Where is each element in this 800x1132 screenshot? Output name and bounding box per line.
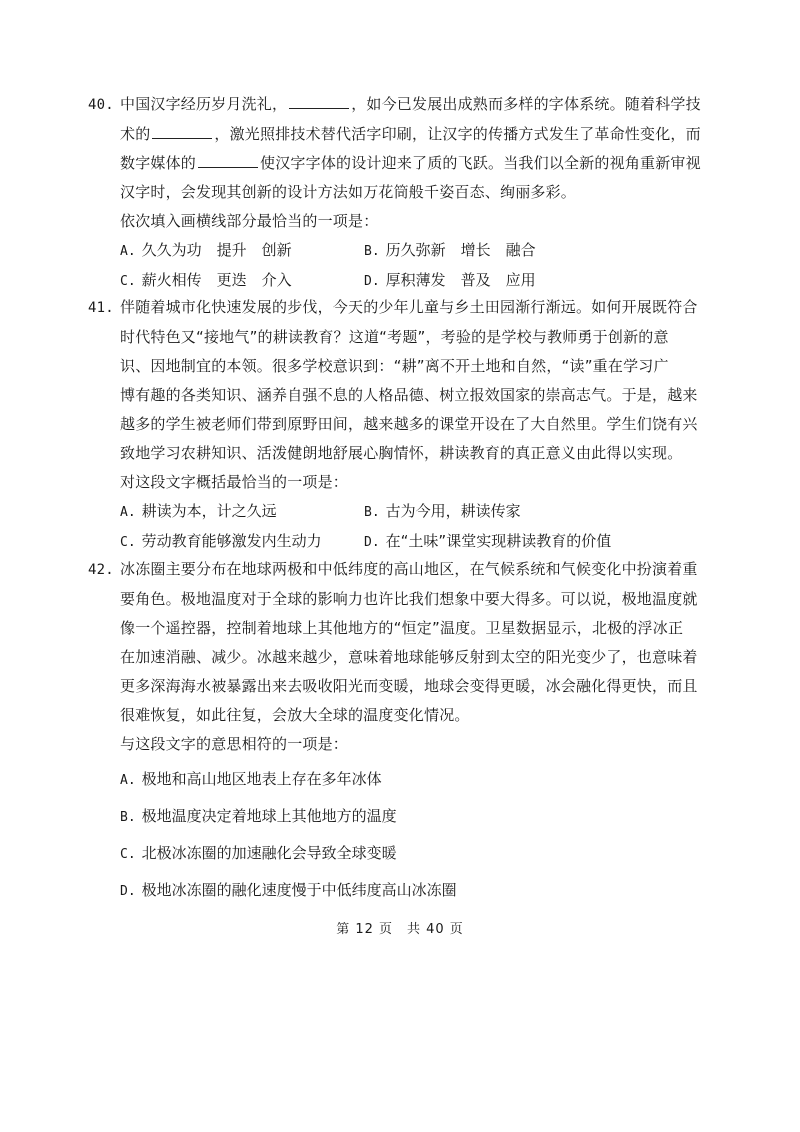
question-line: 数字媒体的 使汉字字体的设计迎来了质的飞跃。当我们以全新的视角重新审视 — [120, 154, 701, 172]
options-grid — [120, 497, 680, 557]
fill-blank — [289, 94, 349, 109]
question-line: 汉字时，会发现其创新的设计方法如万花筒般千姿百态、绚丽多彩。 — [120, 183, 577, 201]
option-c[interactable]: C. 劳动教育能够激发内生动力 — [120, 532, 322, 550]
question-line: 识、因地制宜的本领。很多学校意识到：“耕”离不开土地和自然，“读”重在学习广 — [120, 357, 669, 375]
question-line: 42. 冰冻圈主要分布在地球两极和中低纬度的高山地区，在气候系统和气候变化中扮演着重 — [88, 555, 680, 585]
question-line: 更多深海海水被暴露出来去吸收阳光而变暖，地球会变得更暖，冰会融化得更快，而且 — [120, 677, 698, 695]
question-line: 博有趣的各类知识、涵养自强不息的人格品德、树立报效国家的崇高志气。于是，越来 — [120, 386, 698, 404]
option-b[interactable]: B. 历久弥新 增长 融合 — [364, 241, 536, 259]
question-line: 要角色。极地温度对于全球的影响力也许比我们想象中要大得多。可以说，极地温度就 — [120, 590, 698, 608]
question-number: 42. — [88, 562, 114, 578]
question-line: 40. 中国汉字经历岁月洗礼， ，如今已发展出成熟而多样的字体系统。随着科学技 — [88, 90, 680, 120]
question-line: 像一个遥控器，控制着地球上其他地方的“恒定”温度。卫星数据显示，北极的浮冰正 — [120, 619, 684, 637]
question-41 — [88, 293, 698, 557]
options-grid — [120, 236, 680, 296]
question-line: 越多的学生被老师们带到原野田间，越来越多的课堂开设在了大自然里。学生们饶有兴 — [120, 415, 698, 433]
option-b[interactable]: B. 古为今用，耕读传家 — [364, 502, 521, 520]
question-line: 术的 ，激光照排技术替代活字印刷，让汉字的传播方式发生了革命性变化，而 — [120, 125, 701, 143]
question-line: 很难恢复，如此往复，会放大全球的温度变化情况。 — [120, 706, 470, 724]
option-b[interactable]: B. 极地温度决定着地球上其他地方的温度 — [120, 807, 397, 825]
question-40 — [88, 90, 701, 296]
option-c[interactable]: C. 北极冰冻圈的加速融化会导致全球变暖 — [120, 844, 397, 862]
option-a[interactable]: A. 耕读为本，计之久远 — [120, 502, 277, 520]
question-number: 41. — [88, 300, 114, 316]
option-c[interactable]: C. 薪火相传 更迭 介入 — [120, 271, 292, 289]
question-line: 时代特色又“接地气”的耕读教育？这道“考题”，考验的是学校与教师勇于创新的意 — [120, 328, 669, 346]
question-line: 致地学习农耕知识、活泼健朗地舒展心胸情怀，耕读教育的真正意义由此得以实现。 — [120, 444, 683, 462]
question-line: 41. 伴随着城市化快速发展的步伐，今天的少年儿童与乡土田园渐行渐远。如何开展既符合 — [88, 293, 680, 323]
option-a[interactable]: A. 极地和高山地区地表上存在多年冰体 — [120, 770, 382, 788]
question-42 — [88, 555, 698, 913]
question-line: 在加速消融、减少。冰越来越少，意味着地球能够反射到太空的阳光变少了，也意味着 — [120, 648, 698, 666]
option-d[interactable]: D. 极地冰冻圈的融化速度慢于中低纬度高山冰冻圈 — [120, 881, 457, 899]
option-a[interactable]: A. 久久为功 提升 创新 — [120, 241, 292, 259]
question-number: 40. — [88, 97, 114, 113]
fill-blank — [152, 124, 212, 139]
option-d[interactable]: D. 在“土味”课堂实现耕读教育的价值 — [364, 532, 612, 550]
page-footer: 第 12 页 共 40 页 — [336, 922, 464, 937]
fill-blank — [198, 153, 258, 168]
option-d[interactable]: D. 厚积薄发 普及 应用 — [364, 271, 536, 289]
question-prompt: 对这段文字概括最恰当的一项是： — [120, 473, 349, 491]
question-prompt: 与这段文字的意思相符的一项是： — [120, 735, 349, 753]
question-prompt: 依次填入画横线部分最恰当的一项是： — [120, 212, 379, 230]
